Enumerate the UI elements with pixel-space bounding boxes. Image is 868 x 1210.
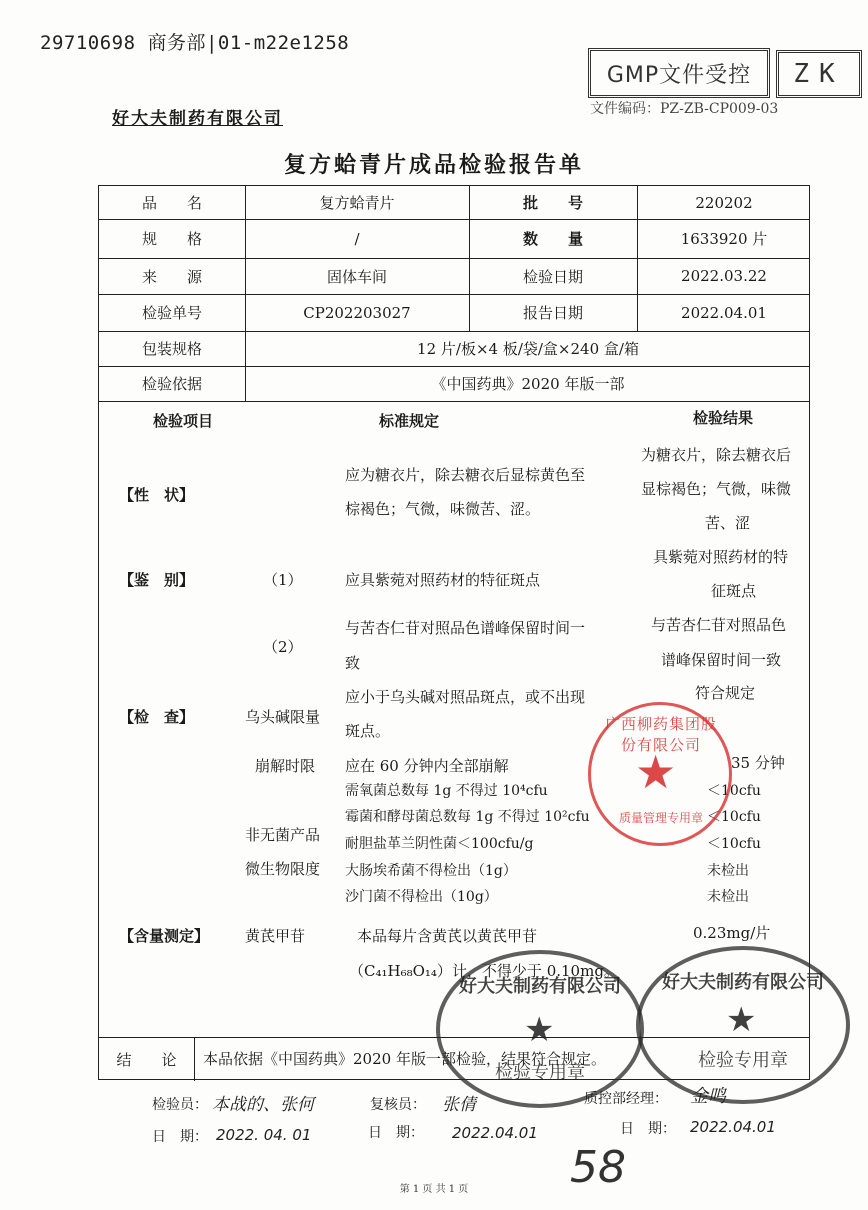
report-date-value: 2022.04.01: [681, 303, 767, 322]
source-label: 来 源: [141, 267, 202, 286]
seal-2-bottom-text: 检验专用章: [698, 1050, 788, 1071]
microbial-label-1: 非无菌产品: [245, 826, 321, 844]
product-name-label: 品 名: [141, 194, 202, 212]
identification-2-number: （2）: [263, 638, 303, 656]
microbial-result-2: ＜10cfu: [707, 809, 761, 825]
aconite-result: 符合规定: [695, 684, 756, 702]
inspector-label: 检验员：: [152, 1097, 208, 1113]
source-value: 固体车间: [326, 267, 387, 286]
page-number: 第 1 页 共 1 页: [399, 1184, 469, 1195]
inspection-table: [98, 185, 810, 1080]
date-label-3: 日 期：: [620, 1121, 676, 1137]
test-number-label: 检验单号: [141, 304, 202, 322]
microbial-standard-3: 耐胆盐革兰阴性菌＜100cfu/g: [345, 836, 534, 852]
identification-1-result-1: 具紫菀对照药材的特: [653, 548, 789, 566]
qc-manager-label: 质控部经理：: [584, 1091, 668, 1107]
company-name: 好大夫制药有限公司: [112, 109, 283, 129]
reviewer-signature: 张倩: [442, 1095, 476, 1115]
quantity-value: 1633920 片: [680, 230, 768, 248]
disintegration-standard: 应在 60 分钟内全部崩解: [345, 757, 509, 775]
test-date-value: 2022.03.22: [681, 267, 767, 285]
batch-label: 批 号: [522, 194, 583, 212]
date-label-1: 日 期：: [152, 1129, 208, 1145]
seal-2-top-text: 好大夫制药有限公司: [662, 972, 824, 993]
inspector-date: 2022. 04. 01: [216, 1126, 312, 1144]
test-date-label: 检验日期: [522, 267, 583, 286]
disintegration-result: 35 分钟: [731, 754, 785, 772]
identification-label: 【鉴 别】: [119, 571, 195, 589]
microbial-result-5: 未检出: [707, 889, 749, 905]
seal-1-bottom-text: 检验专用章: [495, 1062, 585, 1083]
packaging-value: 12 片/板×4 板/袋/盒×240 盒/箱: [417, 340, 639, 358]
microbial-standard-1: 需氧菌总数每 1g 不得过 10⁴cfu: [345, 783, 548, 799]
packaging-label: 包装规格: [141, 340, 202, 358]
assay-label: 【含量测定】: [119, 927, 210, 945]
test-number-value: CP202203027: [303, 303, 411, 322]
microbial-standard-2: 霉菌和酵母菌总数每 1g 不得过 10²cfu: [345, 809, 590, 825]
microbial-result-3: ＜10cfu: [707, 836, 761, 852]
fax-header: 29710698 商务部|01-m22e1258: [40, 32, 350, 54]
character-result-2: 显棕褐色；气微，味微: [641, 480, 792, 498]
document-code: 文件编码：PZ-ZB-CP009-03: [590, 101, 779, 117]
col-result-header: 检验结果: [693, 409, 754, 427]
conclusion-value: 本品依据《中国药典》2020 年版一部检验，结果符合规定。: [203, 1050, 606, 1068]
aconite-standard-2: 斑点。: [345, 722, 391, 740]
character-label: 【性 状】: [119, 486, 195, 504]
microbial-result-4: 未检出: [707, 863, 749, 879]
seal-1-top-text: 好大夫制药有限公司: [459, 976, 621, 997]
character-result-3: 苦、涩: [705, 514, 751, 532]
reviewer-label: 复核员：: [370, 1097, 426, 1113]
microbial-result-1: ＜10cfu: [707, 783, 761, 799]
character-result-1: 为糖衣片，除去糖衣后: [641, 446, 792, 464]
col-standard-header: 标准规定: [379, 412, 440, 430]
zk-stamp: ZK: [776, 50, 862, 98]
product-name-value: 复方蛤青片: [319, 194, 395, 212]
conclusion-label: 结 论: [116, 1050, 177, 1069]
check-label: 【检 查】: [119, 708, 195, 726]
handwritten-number: 58: [570, 1142, 626, 1193]
qc-manager-signature: 金鸣: [690, 1086, 726, 1107]
qc-date: 2022.04.01: [690, 1118, 776, 1136]
spec-label: 规 格: [141, 230, 202, 248]
microbial-standard-5: 沙门菌不得检出（10g）: [345, 889, 498, 905]
report-date-label: 报告日期: [522, 304, 583, 322]
star-icon: ★: [635, 745, 677, 799]
quantity-label: 数 量: [522, 230, 583, 248]
assay-standard-1: 本品每片含黄芪以黄芪甲苷: [357, 927, 538, 945]
star-icon: ★: [524, 1010, 555, 1050]
batch-value: 220202: [695, 193, 753, 212]
identification-2-result-2: 谱峰保留时间一致: [661, 651, 782, 669]
assay-result: 0.23mg/片: [693, 924, 771, 942]
identification-2-result-1: 与苦杏仁苷对照品色: [651, 616, 787, 634]
col-item-header: 检验项目: [153, 412, 214, 430]
identification-1-number: （1）: [263, 571, 303, 589]
gmp-controlled-stamp: GMP文件受控: [588, 48, 770, 98]
character-standard-2: 棕褐色；气微，味微苦、涩。: [345, 500, 541, 518]
red-seal-bottom-text: 质量管理专用章: [618, 811, 703, 825]
aconite-label: 乌头碱限量: [245, 708, 321, 726]
basis-label: 检验依据: [141, 375, 202, 393]
star-icon: ★: [726, 1000, 757, 1040]
microbial-standard-4: 大肠埃希菌不得检出（1g）: [345, 863, 517, 879]
red-seal-top-text: 广西柳药集团股份有限公司: [605, 715, 718, 754]
identification-1-standard: 应具紫菀对照药材的特征斑点: [345, 571, 541, 589]
spec-value: /: [354, 229, 360, 248]
identification-2-standard-1: 与苦杏仁苷对照品色谱峰保留时间一: [345, 619, 586, 637]
basis-value: 《中国药典》2020 年版一部: [431, 375, 625, 393]
identification-1-result-2: 征斑点: [711, 582, 757, 600]
assay-standard-2: （C₄₁H₆₈O₁₄）计，不得少于 0.10mg。: [349, 962, 619, 980]
assay-sub-label: 黄芪甲苷: [245, 927, 306, 945]
inspector-signature: 本战的、张何: [212, 1095, 314, 1115]
date-label-2: 日 期：: [368, 1125, 424, 1141]
disintegration-label: 崩解时限: [255, 757, 316, 775]
aconite-standard-1: 应小于乌头碱对照品斑点，或不出现: [345, 688, 586, 706]
report-title: 复方蛤青片成品检验报告单: [283, 152, 584, 178]
identification-2-standard-2: 致: [345, 654, 361, 672]
reviewer-date: 2022.04.01: [452, 1124, 538, 1142]
character-standard-1: 应为糖衣片，除去糖衣后显棕黄色至: [345, 466, 586, 484]
microbial-label-2: 微生物限度: [245, 860, 321, 878]
